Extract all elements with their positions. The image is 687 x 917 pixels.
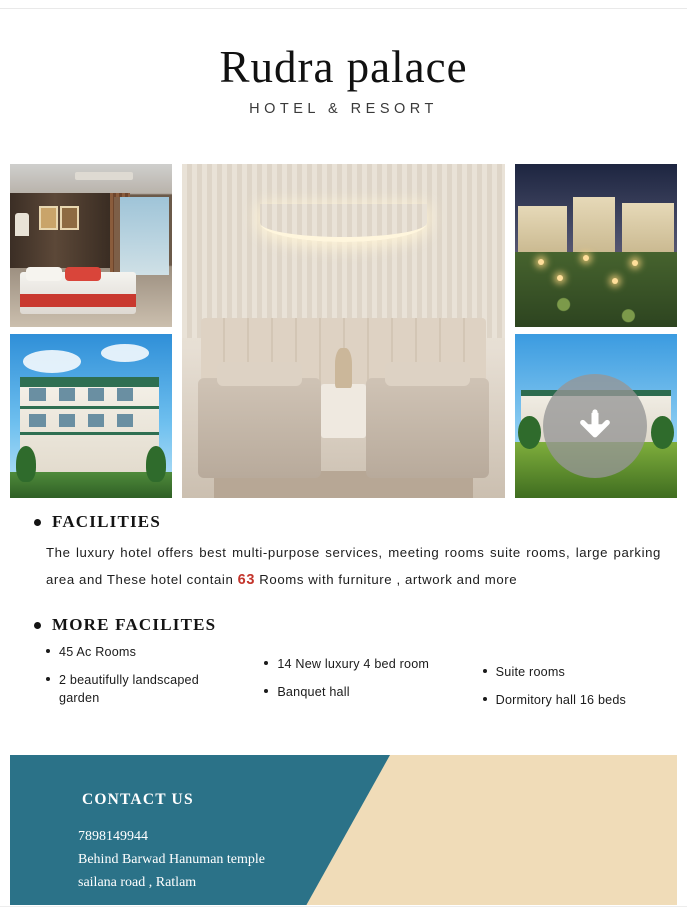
facilities-description [46, 540, 661, 595]
list-item: Dormitory hall 16 beds [483, 691, 667, 709]
poster-header [0, 10, 687, 150]
luxury-suite-photo [182, 164, 505, 498]
facilities-section [0, 512, 687, 718]
contact-details [78, 825, 265, 894]
list-item: 45 Ac Rooms [46, 643, 230, 661]
contact-address-line-2: sailana road , Ratlam [78, 875, 197, 891]
contact-address-line-1: Behind Barwad Hanuman temple [78, 852, 266, 868]
hotel-exterior-day-photo [10, 334, 172, 498]
more-facilities-heading: MORE FACILITES [52, 615, 687, 635]
list-item: 2 beautifully landscaped garden [46, 671, 230, 708]
photo-collage [10, 164, 677, 498]
more-facilities-column-2 [248, 643, 448, 718]
facilities-heading: FACILITIES [52, 512, 687, 532]
contact-phone: 7898149944 [78, 829, 148, 844]
list-item: Banquet hall [264, 683, 448, 701]
page-subtitle: HOTEL & RESORT [249, 101, 438, 118]
top-edge-bar [0, 0, 687, 9]
contact-footer [10, 755, 677, 905]
facilities-text-1: The luxury hotel offers best multi-purpose services, meeting rooms suite rooms, large parking area and These hotel contain [46, 545, 661, 588]
facilities-text-2: Rooms with furniture , artwork and more [255, 572, 518, 588]
download-button[interactable] [543, 374, 647, 478]
more-facilities-columns [46, 643, 667, 718]
resort-night-photo [515, 164, 677, 327]
list-item: 14 New luxury 4 bed room [264, 655, 448, 673]
download-icon [574, 405, 616, 447]
bottom-edge-bar [0, 906, 687, 917]
contact-heading: CONTACT US [82, 791, 194, 808]
room-count: 63 [237, 572, 255, 589]
page-title: Rudra palace [219, 42, 468, 92]
more-facilities-column-1 [46, 643, 230, 718]
list-item: Suite rooms [483, 663, 667, 681]
more-facilities-column-3 [467, 643, 667, 718]
hotel-room-photo [10, 164, 172, 327]
